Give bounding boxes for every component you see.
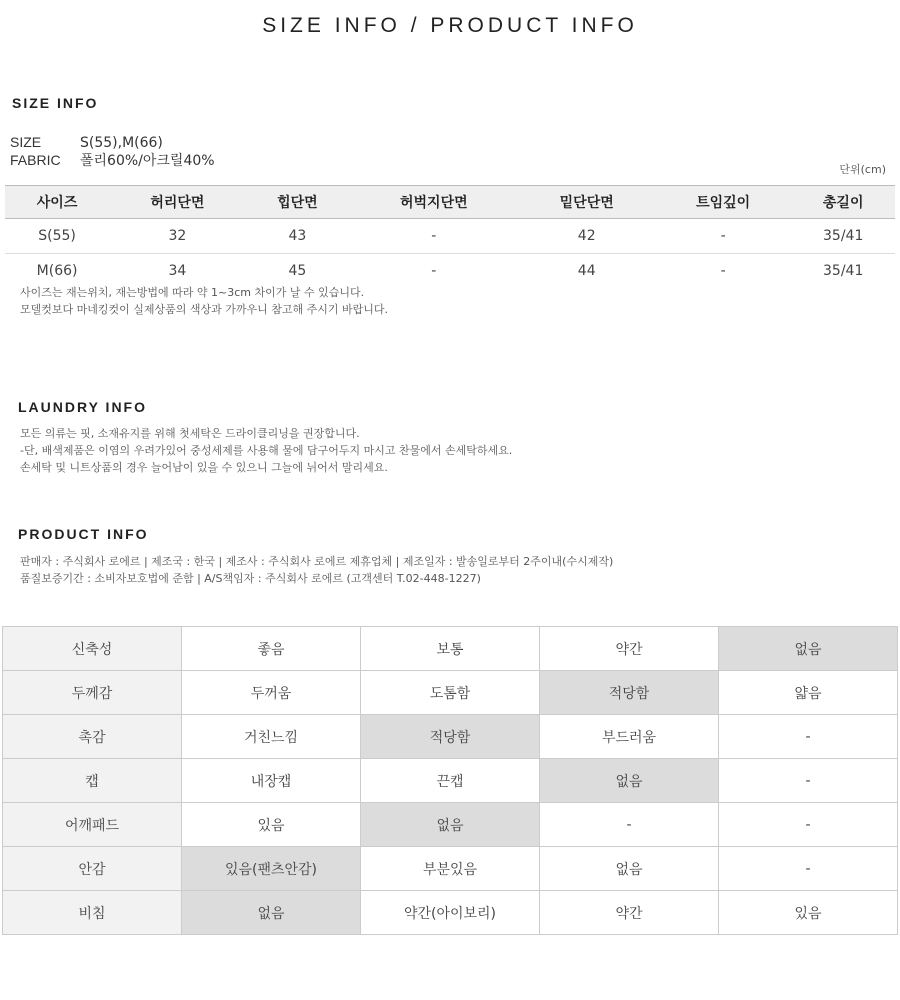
attribute-table (2, 626, 898, 935)
size-notes (20, 284, 388, 318)
size-value: S(55),M(66) (80, 135, 163, 151)
attribute-label: 비침 (3, 891, 182, 935)
attribute-row (3, 891, 898, 935)
attribute-label: 신축성 (3, 627, 182, 671)
attribute-option: 거친느낌 (182, 715, 361, 759)
table-cell: 34 (168, 263, 187, 279)
unit-label: 단위(cm) (839, 163, 886, 176)
attribute-option: - (719, 847, 898, 891)
attribute-label: 두께감 (3, 671, 182, 715)
table-row (5, 254, 895, 289)
size-label: SIZE (10, 134, 42, 150)
attribute-option: - (719, 803, 898, 847)
attribute-option-selected: 없음 (361, 803, 540, 847)
attribute-row (3, 759, 898, 803)
size-spec (10, 134, 163, 151)
product-notes (20, 553, 613, 587)
attribute-option-selected: 있음(팬츠안감) (182, 847, 361, 891)
attribute-option: 있음 (182, 803, 361, 847)
laundry-notes (20, 425, 512, 476)
table-cell: - (655, 219, 791, 254)
attribute-option: 약간(아이보리) (361, 891, 540, 935)
attribute-option: 부분있음 (361, 847, 540, 891)
table-cell: M(66) (36, 263, 78, 279)
fabric-value: 폴리60%/아크릴40% (80, 153, 215, 169)
attribute-row (3, 803, 898, 847)
attribute-option: 있음 (719, 891, 898, 935)
table-cell: 35/41 (791, 219, 895, 254)
size-table (5, 185, 895, 288)
attribute-option-selected: 없음 (540, 759, 719, 803)
attribute-label: 어깨패드 (3, 803, 182, 847)
attribute-option: 부드러움 (540, 715, 719, 759)
attribute-option: 내장캡 (182, 759, 361, 803)
column-header: 허벅지단면 (349, 186, 518, 219)
attribute-option: 약간 (540, 891, 719, 935)
table-cell: - (349, 219, 518, 254)
column-header: 총길이 (791, 186, 895, 219)
attribute-option: 없음 (540, 847, 719, 891)
attribute-option-selected: 없음 (182, 891, 361, 935)
attribute-label: 캡 (3, 759, 182, 803)
laundry-info-title: LAUNDRY INFO (18, 399, 147, 415)
note-line: 사이즈는 재는위치, 재는방법에 따라 약 1~3cm 차이가 날 수 있습니다. (20, 286, 365, 299)
product-line: 품질보증기간 : 소비자보호법에 준함 | A/S책임자 : 주식회사 로에르 (고객센터 T.02-448-1227) (20, 572, 481, 585)
fabric-label: FABRIC (10, 152, 61, 168)
fabric-spec (10, 150, 215, 170)
column-header: 허리단면 (109, 186, 245, 219)
table-cell: - (720, 263, 726, 279)
column-header: 힙단면 (246, 186, 350, 219)
attribute-row (3, 715, 898, 759)
attribute-option: 좋음 (182, 627, 361, 671)
product-line: 판매자 : 주식회사 로에르 | 제조국 : 한국 | 제조사 : 주식회사 로에르 제휴업체 | 제조일자 : 발송일로부터 2주이내(수시제작) (20, 555, 614, 568)
column-header: 밑단단면 (518, 186, 654, 219)
attribute-label: 안감 (3, 847, 182, 891)
table-cell: 32 (109, 219, 245, 254)
table-cell: 45 (288, 263, 307, 279)
attribute-option: 두꺼움 (182, 671, 361, 715)
table-cell: - (431, 263, 437, 279)
note-line: 모델컷보다 마네킹컷이 실제상품의 색상과 가까우니 참고해 주시기 바랍니다. (20, 303, 389, 316)
attribute-option: - (719, 715, 898, 759)
attribute-option-selected: 없음 (719, 627, 898, 671)
table-row (5, 219, 895, 254)
product-info-title: PRODUCT INFO (18, 526, 149, 542)
attribute-option: 약간 (540, 627, 719, 671)
table-cell: S(55) (5, 219, 109, 254)
column-header: 사이즈 (5, 186, 109, 219)
size-table-header (5, 186, 895, 219)
attribute-label: 촉감 (3, 715, 182, 759)
attribute-row (3, 627, 898, 671)
table-cell: 35/41 (823, 263, 864, 279)
page-title: SIZE INFO / PRODUCT INFO (262, 14, 638, 37)
table-cell: 44 (577, 263, 596, 279)
laundry-line: 모든 의류는 핏, 소재유지를 위해 첫세탁은 드라이클리닝을 권장합니다. (20, 427, 360, 440)
table-cell: 42 (518, 219, 654, 254)
size-info-title: SIZE INFO (12, 95, 99, 111)
attribute-option: - (719, 759, 898, 803)
attribute-row (3, 847, 898, 891)
attribute-row (3, 671, 898, 715)
attribute-option: 끈캡 (361, 759, 540, 803)
attribute-option: 보통 (361, 627, 540, 671)
laundry-line: 손세탁 및 니트상품의 경우 늘어남이 있을 수 있으니 그늘에 뉘어서 말리세요. (20, 461, 388, 474)
attribute-option: 도톰함 (361, 671, 540, 715)
attribute-option: - (540, 803, 719, 847)
attribute-option: 얇음 (719, 671, 898, 715)
attribute-option-selected: 적당함 (361, 715, 540, 759)
column-header: 트임깊이 (655, 186, 791, 219)
table-cell: 43 (246, 219, 350, 254)
laundry-line: -단, 배색제품은 이염의 우려가있어 중성세제를 사용해 물에 담구어두지 마시고 찬물에서 손세탁하세요. (20, 444, 513, 457)
attribute-option-selected: 적당함 (540, 671, 719, 715)
